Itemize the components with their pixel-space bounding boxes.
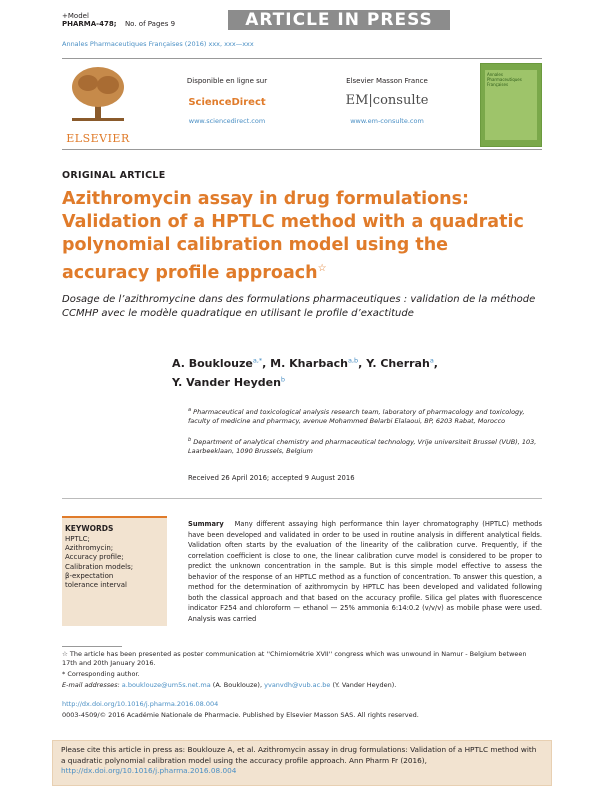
abstract-label: Summary (188, 520, 224, 528)
abstract (188, 519, 542, 624)
email-label: E-mail addresses: (62, 681, 120, 689)
article-in-press-banner: ARTICLE IN PRESS (228, 10, 450, 30)
journal-line[interactable]: Annales Pharmaceutiques Françaises (2016) xxx, xxx—xxx (62, 40, 254, 48)
page-count: No. of Pages 9 (124, 20, 176, 28)
doi-link[interactable]: http://dx.doi.org/10.1016/j.pharma.2016.08.004 (62, 700, 219, 708)
emconsulte-link[interactable]: www.em-consulte.com (350, 117, 424, 125)
affiliation: $^a$ Pharmaceutical and toxicological analysis research team, laboratory of pharmacology and toxicology, faculty of medicine and pharmacy, avenue Mohammed Belarbi Elalaoui, BP, 6203 Rabat, Morocco (188, 407, 525, 426)
divider (62, 498, 542, 499)
author[interactable]: M. Kharbach$^{a,b}$, (270, 356, 367, 370)
abstract-text: Many different assaying high performance thin layer chromatography (HPTLC) methods have been developed and validated in order to be used in routine analysis in different analytical fields. Validation often starts by the evaluation of the linearity of the calibration curve. Frequently, if the correlation coefficient is close to one, the linear calibration curve model is considered to be proper to predict the unknown concentration in the sample. But is this simple model effective to assess the behavior of the response of an HPTLC method as a function of concentration. To answer this question, a method for the determination of azithromycin by HPTLC has been developed and validated following both the classical approach and that based on the accuracy profile. Silica gel plates with fluorescence indicator F254 and chloroform — ethanol — 25% ammonia 6:14:0.2 (v/v/v) as mobile phase were used. Analysis was carried (188, 520, 542, 623)
model-label: +Model (62, 12, 89, 20)
cover-title: Annales Pharmaceutiques Françaises (487, 72, 522, 87)
email-link[interactable]: a.bouklouze@um5s.net.ma (121, 681, 211, 689)
french-title: Dosage de l’azithromycine dans des formulations pharmaceutiques : validation de la méthode CCMHP avec le modèle quadratique en utilisant le profile d’exactitude (62, 294, 536, 319)
keyword: Azithromycin; (65, 544, 114, 553)
article-code (62, 20, 175, 29)
footnote-emails: E-mail addresses: a.bouklouze@um5s.net.ma (A. Bouklouze), yvanvdh@vub.ac.be (Y. Vander Heyden). (62, 681, 397, 689)
emconsulte-logo[interactable]: EM|consulte (345, 93, 429, 108)
elsevier-masson-label: Elsevier Masson France (346, 77, 428, 85)
elsevier-wordmark: ELSEVIER (66, 132, 130, 145)
footnote-star: ☆ The article has been presented as poster communication at ''Chimiométrie XVII'' congress which was unwound in Namur - Belgium between 17th and 20th January 2016. (62, 650, 527, 667)
pharma-id: PHARMA-478; (62, 20, 117, 28)
email-link[interactable]: yvanvdh@vub.ac.be (264, 681, 331, 689)
article-title (62, 188, 532, 285)
available-online-label: Disponible en ligne sur (186, 77, 268, 85)
citation-text: Please cite this article in press as: Bouklouze A, et al. Azithromycin assay in drug formulations: Validation of a HPTLC method with a quadratic polynomial calibration model using the accuracy profile approach. Ann Pharm Fr (2016), (61, 745, 537, 765)
author[interactable]: A. Bouklouze$^{a,*}$, (172, 356, 271, 370)
title-footnote-star-icon[interactable]: ☆ (317, 263, 327, 274)
keywords-title: KEYWORDS (65, 524, 114, 533)
keyword: Accuracy profile; (65, 553, 124, 562)
citation-doi-link[interactable]: http://dx.doi.org/10.1016/j.pharma.2016.08.004 (61, 766, 237, 775)
title-text: Azithromycin assay in drug formulations: Validation of a HPTLC method with a quadratic polynomial calibration model using the accuracy profile approach (62, 189, 524, 283)
sciencedirect-logo[interactable]: ScienceDirect (188, 97, 266, 108)
keyword: HPTLC; (65, 535, 90, 543)
footnote-divider (62, 646, 122, 647)
tree-icon (62, 63, 134, 125)
affiliation: $^b$ Department of analytical chemistry and pharmaceutical technology, Vrije universiteit Brussel (VUB), 103, Laarbeeklaan, 1090 Brussels, Belgium (188, 437, 537, 456)
keyword: Calibration models; (65, 562, 134, 571)
keyword: β-expectation (65, 571, 114, 580)
copyright: 0003-4509/© 2016 Académie Nationale de Pharmacie. Published by Elsevier Masson SAS. All rights reserved. (62, 711, 419, 719)
citation-box (52, 740, 552, 786)
keywords-box (62, 516, 167, 626)
article-type: ORIGINAL ARTICLE (62, 170, 166, 181)
keyword: tolerance interval (65, 581, 127, 590)
running-header (62, 10, 542, 34)
author[interactable]: Y. Cherrah$^a$, (366, 356, 438, 370)
footnote-corresponding: * Corresponding author. (62, 670, 140, 678)
author-list (172, 352, 542, 391)
author[interactable]: Y. Vander Heyden$^b$ (172, 375, 286, 390)
received-dates: Received 26 April 2016; accepted 9 August 2016 (188, 474, 355, 482)
journal-cover (480, 63, 542, 147)
publisher-header (62, 58, 542, 150)
sciencedirect-link[interactable]: www.sciencedirect.com (188, 117, 266, 125)
elsevier-logo (62, 63, 134, 147)
